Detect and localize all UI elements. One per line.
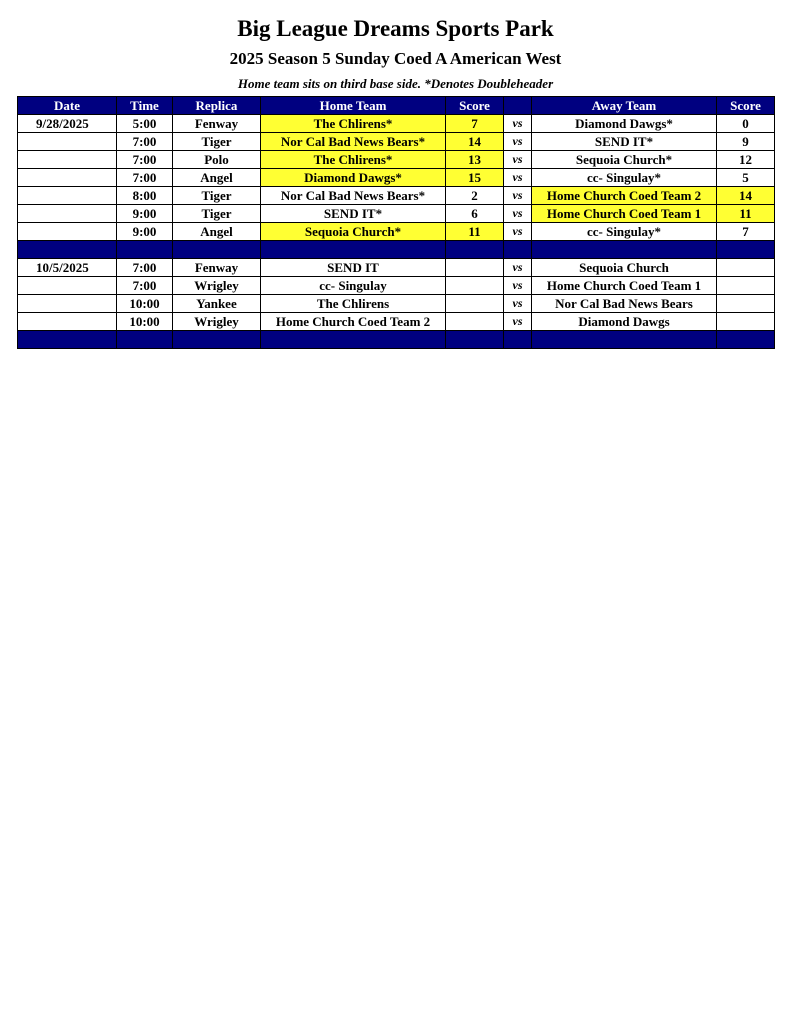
replica-cell: Tiger <box>173 187 261 205</box>
date-cell <box>18 151 117 169</box>
home-team-cell: Nor Cal Bad News Bears* <box>261 133 446 151</box>
game-row <box>18 223 775 241</box>
vs-cell: vs <box>504 205 532 223</box>
replica-cell: Fenway <box>173 115 261 133</box>
separator-cell <box>532 241 717 259</box>
away-score-cell <box>717 259 775 277</box>
vs-cell: vs <box>504 169 532 187</box>
vs-cell: vs <box>504 259 532 277</box>
date-cell <box>18 205 117 223</box>
time-cell: 7:00 <box>117 259 173 277</box>
home-score-cell <box>446 259 504 277</box>
separator-cell <box>173 331 261 349</box>
header-row <box>18 97 775 115</box>
replica-cell: Wrigley <box>173 313 261 331</box>
home-score-cell: 15 <box>446 169 504 187</box>
home-team-cell: The Chlirens* <box>261 151 446 169</box>
game-row <box>18 205 775 223</box>
home-score-cell <box>446 295 504 313</box>
home-team-cell: cc- Singulay <box>261 277 446 295</box>
vs-cell: vs <box>504 295 532 313</box>
home-score-cell <box>446 277 504 295</box>
time-cell: 5:00 <box>117 115 173 133</box>
separator-row <box>18 241 775 259</box>
separator-row <box>18 331 775 349</box>
home-team-cell: The Chlirens <box>261 295 446 313</box>
separator-cell <box>446 241 504 259</box>
schedule-table <box>17 96 775 349</box>
vs-cell: vs <box>504 187 532 205</box>
away-team-cell: Home Church Coed Team 2 <box>532 187 717 205</box>
time-cell: 10:00 <box>117 295 173 313</box>
separator-cell <box>717 331 775 349</box>
home-score-cell: 6 <box>446 205 504 223</box>
separator-cell <box>261 241 446 259</box>
date-cell <box>18 313 117 331</box>
time-cell: 7:00 <box>117 169 173 187</box>
home-team-cell: Nor Cal Bad News Bears* <box>261 187 446 205</box>
vs-cell: vs <box>504 115 532 133</box>
game-row <box>18 313 775 331</box>
column-header-time: Time <box>117 97 173 115</box>
separator-cell <box>504 331 532 349</box>
separator-cell <box>446 331 504 349</box>
vs-cell: vs <box>504 151 532 169</box>
away-team-cell: Sequoia Church <box>532 259 717 277</box>
replica-cell: Angel <box>173 169 261 187</box>
home-score-cell: 11 <box>446 223 504 241</box>
separator-cell <box>173 241 261 259</box>
game-row <box>18 277 775 295</box>
column-header-home-team: Home Team <box>261 97 446 115</box>
time-cell: 7:00 <box>117 277 173 295</box>
separator-cell <box>18 241 117 259</box>
away-team-cell: cc- Singulay* <box>532 223 717 241</box>
replica-cell: Yankee <box>173 295 261 313</box>
replica-cell: Tiger <box>173 133 261 151</box>
separator-cell <box>532 331 717 349</box>
page-title: Big League Dreams Sports Park <box>237 16 554 41</box>
time-cell: 9:00 <box>117 223 173 241</box>
away-score-cell <box>717 295 775 313</box>
time-cell: 9:00 <box>117 205 173 223</box>
game-row <box>18 133 775 151</box>
home-team-cell: Home Church Coed Team 2 <box>261 313 446 331</box>
away-team-cell: Diamond Dawgs* <box>532 115 717 133</box>
home-team-cell: Diamond Dawgs* <box>261 169 446 187</box>
away-score-cell: 11 <box>717 205 775 223</box>
date-cell <box>18 133 117 151</box>
separator-cell <box>717 241 775 259</box>
away-score-cell <box>717 313 775 331</box>
column-header-vs <box>504 97 532 115</box>
home-score-cell: 13 <box>446 151 504 169</box>
home-team-cell: SEND IT* <box>261 205 446 223</box>
time-cell: 8:00 <box>117 187 173 205</box>
vs-cell: vs <box>504 133 532 151</box>
separator-cell <box>504 241 532 259</box>
date-cell: 10/5/2025 <box>18 259 117 277</box>
column-header-replica: Replica <box>173 97 261 115</box>
column-header-away-score: Score <box>717 97 775 115</box>
time-cell: 7:00 <box>117 151 173 169</box>
replica-cell: Polo <box>173 151 261 169</box>
date-cell: 9/28/2025 <box>18 115 117 133</box>
away-team-cell: Sequoia Church* <box>532 151 717 169</box>
game-row <box>18 151 775 169</box>
away-team-cell: Home Church Coed Team 1 <box>532 205 717 223</box>
away-score-cell: 9 <box>717 133 775 151</box>
replica-cell: Angel <box>173 223 261 241</box>
home-team-cell: SEND IT <box>261 259 446 277</box>
away-score-cell: 14 <box>717 187 775 205</box>
separator-cell <box>18 331 117 349</box>
away-score-cell: 5 <box>717 169 775 187</box>
home-team-cell: Sequoia Church* <box>261 223 446 241</box>
column-header-home-score: Score <box>446 97 504 115</box>
away-team-cell: SEND IT* <box>532 133 717 151</box>
replica-cell: Tiger <box>173 205 261 223</box>
page-subtitle: 2025 Season 5 Sunday Coed A American West <box>229 49 562 68</box>
time-cell: 7:00 <box>117 133 173 151</box>
column-header-date: Date <box>18 97 117 115</box>
game-row <box>18 187 775 205</box>
schedule-body <box>18 115 775 349</box>
away-team-cell: Nor Cal Bad News Bears <box>532 295 717 313</box>
home-score-cell <box>446 313 504 331</box>
column-header-away-team: Away Team <box>532 97 717 115</box>
date-cell <box>18 295 117 313</box>
home-team-cell: The Chlirens* <box>261 115 446 133</box>
doubleheader-note: Home team sits on third base side. *Denotes Doubleheader <box>237 76 554 91</box>
away-score-cell <box>717 277 775 295</box>
separator-cell <box>117 241 173 259</box>
date-cell <box>18 277 117 295</box>
replica-cell: Fenway <box>173 259 261 277</box>
vs-cell: vs <box>504 223 532 241</box>
time-cell: 10:00 <box>117 313 173 331</box>
game-row <box>18 115 775 133</box>
away-team-cell: Diamond Dawgs <box>532 313 717 331</box>
away-score-cell: 12 <box>717 151 775 169</box>
home-score-cell: 2 <box>446 187 504 205</box>
away-score-cell: 7 <box>717 223 775 241</box>
away-team-cell: cc- Singulay* <box>532 169 717 187</box>
vs-cell: vs <box>504 313 532 331</box>
home-score-cell: 7 <box>446 115 504 133</box>
game-row <box>18 169 775 187</box>
date-cell <box>18 169 117 187</box>
game-row <box>18 259 775 277</box>
separator-cell <box>117 331 173 349</box>
date-cell <box>18 223 117 241</box>
home-score-cell: 14 <box>446 133 504 151</box>
vs-cell: vs <box>504 277 532 295</box>
game-row <box>18 295 775 313</box>
replica-cell: Wrigley <box>173 277 261 295</box>
away-team-cell: Home Church Coed Team 1 <box>532 277 717 295</box>
separator-cell <box>261 331 446 349</box>
away-score-cell: 0 <box>717 115 775 133</box>
date-cell <box>18 187 117 205</box>
